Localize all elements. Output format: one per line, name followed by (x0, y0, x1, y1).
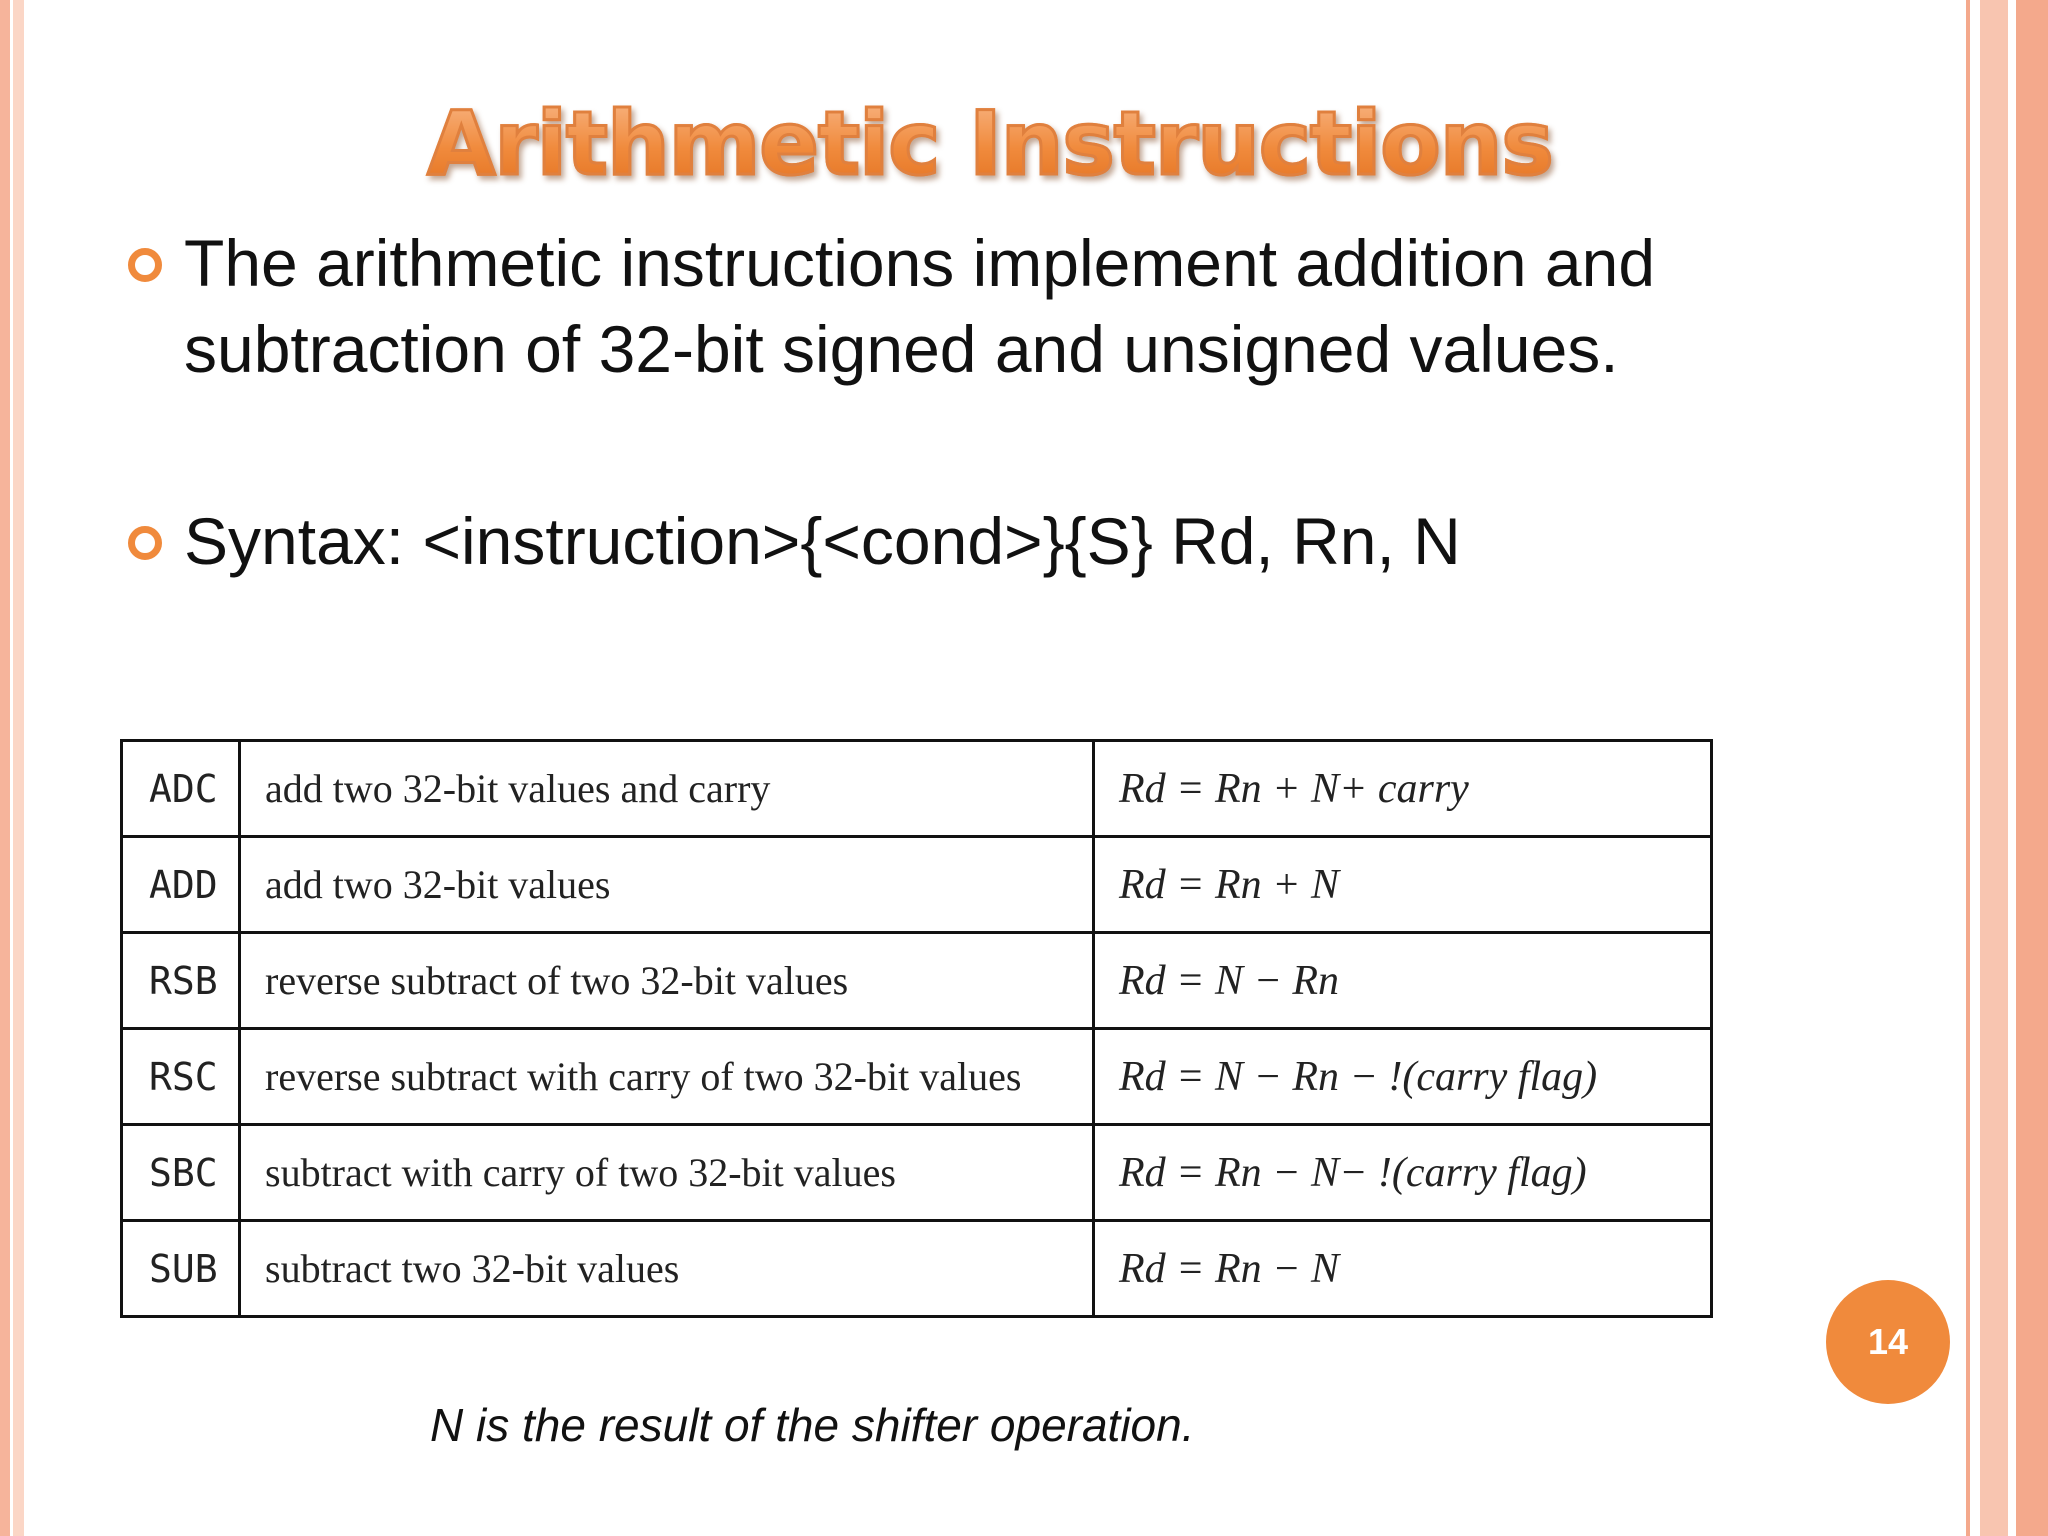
bullet-text: Syntax: <instruction>{<cond>}{S} Rd, Rn, N (184, 504, 1461, 578)
table-row (122, 1221, 1712, 1317)
description-cell: reverse subtract of two 32-bit values (240, 933, 1094, 1029)
description-cell: subtract two 32-bit values (240, 1221, 1094, 1317)
table-row (122, 933, 1712, 1029)
circle-bullet-icon (128, 248, 162, 282)
bullet-item (128, 498, 1768, 584)
operation-cell: Rd = Rn − N− !(carry flag) (1094, 1125, 1712, 1221)
operation-cell: Rd = Rn + N (1094, 837, 1712, 933)
operation-cell: Rd = N − Rn − !(carry flag) (1094, 1029, 1712, 1125)
table-row (122, 1125, 1712, 1221)
table-row (122, 1029, 1712, 1125)
page-number-badge: 14 (1826, 1280, 1950, 1404)
bullet-item (128, 220, 1768, 392)
mnemonic-cell: ADD (122, 837, 240, 933)
operation-cell: Rd = Rn + N+ carry (1094, 741, 1712, 837)
mnemonic-cell: SBC (122, 1125, 240, 1221)
circle-bullet-icon (128, 526, 162, 560)
description-cell: add two 32-bit values (240, 837, 1094, 933)
mnemonic-cell: RSB (122, 933, 240, 1029)
right-decorative-border (1958, 0, 2048, 1536)
table-row (122, 741, 1712, 837)
mnemonic-cell: SUB (122, 1221, 240, 1317)
mnemonic-cell: RSC (122, 1029, 240, 1125)
operation-cell: Rd = N − Rn (1094, 933, 1712, 1029)
bullet-list (128, 220, 1768, 584)
mnemonic-cell: ADC (122, 741, 240, 837)
table-row (122, 837, 1712, 933)
bullet-text: The arithmetic instructions implement addition and subtraction of 32-bit signed and unsigned values. (184, 226, 1656, 386)
description-cell: add two 32-bit values and carry (240, 741, 1094, 837)
footnote: N is the result of the shifter operation. (430, 1399, 1195, 1451)
slide-title: Arithmetic Instructions (0, 92, 1980, 195)
description-cell: subtract with carry of two 32-bit values (240, 1125, 1094, 1221)
operation-cell: Rd = Rn − N (1094, 1221, 1712, 1317)
description-cell: reverse subtract with carry of two 32-bit values (240, 1029, 1094, 1125)
left-decorative-border (0, 0, 24, 1536)
instruction-table (120, 739, 1713, 1318)
